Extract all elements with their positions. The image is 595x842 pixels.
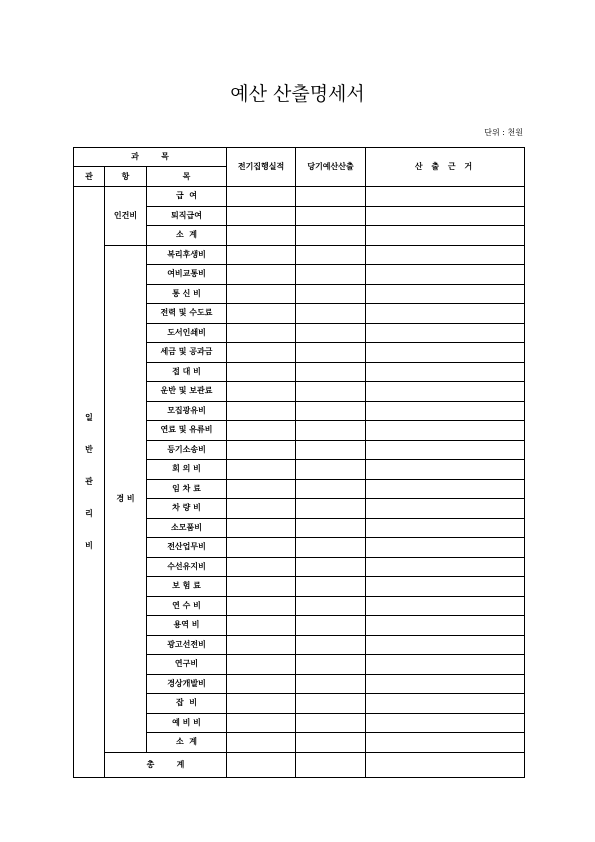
prev-actual-cell[interactable] [227, 343, 296, 363]
curr-budget-cell[interactable] [296, 596, 366, 616]
basis-cell[interactable] [366, 479, 525, 499]
curr-budget-cell[interactable] [296, 401, 366, 421]
mok-cell: 운반 및 보관료 [147, 382, 227, 402]
mok-cell: 통 신 비 [147, 284, 227, 304]
mok-cell: 회 의 비 [147, 460, 227, 480]
curr-budget-cell[interactable] [296, 284, 366, 304]
mok-cell: 도서인쇄비 [147, 323, 227, 343]
prev-actual-cell[interactable] [227, 226, 296, 246]
basis-cell[interactable] [366, 323, 525, 343]
prev-actual-cell[interactable] [227, 596, 296, 616]
basis-cell[interactable] [366, 733, 525, 753]
curr-budget-cell[interactable] [296, 226, 366, 246]
mok-cell: 잡 비 [147, 694, 227, 714]
mok-cell: 차 량 비 [147, 499, 227, 519]
prev-actual-cell[interactable] [227, 323, 296, 343]
hang-cell: 인건비 [105, 187, 147, 246]
mok-cell: 등기소송비 [147, 440, 227, 460]
curr-budget-cell[interactable] [296, 323, 366, 343]
curr-budget-cell[interactable] [296, 362, 366, 382]
basis-cell[interactable] [366, 557, 525, 577]
curr-budget-cell[interactable] [296, 440, 366, 460]
basis-cell[interactable] [366, 401, 525, 421]
prev-actual-cell[interactable] [227, 733, 296, 753]
prev-actual-cell[interactable] [227, 635, 296, 655]
basis-cell[interactable] [366, 187, 525, 207]
mok-cell: 퇴직급여 [147, 206, 227, 226]
total-row [74, 752, 525, 777]
prev-actual-cell[interactable] [227, 713, 296, 733]
table-row [74, 245, 525, 265]
gwan-char: 비 [85, 540, 93, 550]
prev-actual-cell[interactable] [227, 538, 296, 558]
prev-actual-cell[interactable] [227, 284, 296, 304]
mok-cell: 임 차 료 [147, 479, 227, 499]
prev-actual-cell[interactable] [227, 479, 296, 499]
curr-budget-cell[interactable] [296, 304, 366, 324]
mok-cell: 세금 및 공과금 [147, 343, 227, 363]
mok-cell: 수선유지비 [147, 557, 227, 577]
mok-cell: 예 비 비 [147, 713, 227, 733]
prev-actual-cell[interactable] [227, 440, 296, 460]
curr-budget-cell[interactable] [296, 557, 366, 577]
gwan-char: 반 [85, 444, 93, 454]
basis-cell[interactable] [366, 440, 525, 460]
curr-budget-cell[interactable] [296, 655, 366, 675]
mok-cell: 용역 비 [147, 616, 227, 636]
header-curr-budget: 당기예산산출 [296, 148, 366, 187]
prev-actual-cell[interactable] [227, 421, 296, 441]
mok-cell: 복리후생비 [147, 245, 227, 265]
curr-budget-cell[interactable] [296, 187, 366, 207]
prev-actual-cell[interactable] [227, 206, 296, 226]
basis-cell[interactable] [366, 460, 525, 480]
basis-cell[interactable] [366, 206, 525, 226]
basis-cell[interactable] [366, 245, 525, 265]
basis-cell[interactable] [366, 265, 525, 285]
unit-label: 단위 : 천원 [484, 128, 523, 137]
total-prev-actual-cell[interactable] [227, 752, 296, 777]
basis-cell[interactable] [366, 226, 525, 246]
prev-actual-cell[interactable] [227, 557, 296, 577]
prev-actual-cell[interactable] [227, 245, 296, 265]
gwan-cell [74, 187, 105, 778]
curr-budget-cell[interactable] [296, 616, 366, 636]
mok-cell: 보 험 료 [147, 577, 227, 597]
curr-budget-cell[interactable] [296, 479, 366, 499]
total-label: 총 계 [105, 752, 227, 777]
basis-cell[interactable] [366, 713, 525, 733]
mok-cell: 소 계 [147, 226, 227, 246]
mok-cell: 소모품비 [147, 518, 227, 538]
mok-cell: 모집광유비 [147, 401, 227, 421]
curr-budget-cell[interactable] [296, 577, 366, 597]
header-gwan: 관 [74, 167, 105, 187]
mok-cell: 급 여 [147, 187, 227, 207]
mok-cell: 경상개발비 [147, 674, 227, 694]
curr-budget-cell[interactable] [296, 674, 366, 694]
prev-actual-cell[interactable] [227, 577, 296, 597]
prev-actual-cell[interactable] [227, 265, 296, 285]
prev-actual-cell[interactable] [227, 187, 296, 207]
basis-cell[interactable] [366, 577, 525, 597]
header-gwamok: 과 목 [74, 148, 227, 167]
curr-budget-cell[interactable] [296, 635, 366, 655]
prev-actual-cell[interactable] [227, 616, 296, 636]
curr-budget-cell[interactable] [296, 694, 366, 714]
basis-cell[interactable] [366, 421, 525, 441]
mok-cell: 광고선전비 [147, 635, 227, 655]
basis-cell[interactable] [366, 694, 525, 714]
curr-budget-cell[interactable] [296, 713, 366, 733]
curr-budget-cell[interactable] [296, 245, 366, 265]
mok-cell: 접 대 비 [147, 362, 227, 382]
prev-actual-cell[interactable] [227, 674, 296, 694]
mok-cell: 전산업무비 [147, 538, 227, 558]
curr-budget-cell[interactable] [296, 382, 366, 402]
prev-actual-cell[interactable] [227, 304, 296, 324]
mok-cell: 연구비 [147, 655, 227, 675]
mok-cell: 여비교통비 [147, 265, 227, 285]
basis-cell[interactable] [366, 362, 525, 382]
basis-cell[interactable] [366, 655, 525, 675]
basis-cell[interactable] [366, 343, 525, 363]
hang-cell: 경 비 [105, 245, 147, 752]
gwan-char: 관 [85, 476, 93, 486]
budget-table [73, 147, 525, 778]
basis-cell[interactable] [366, 538, 525, 558]
total-basis-cell[interactable] [366, 752, 525, 777]
prev-actual-cell[interactable] [227, 655, 296, 675]
header-hang: 항 [105, 167, 147, 187]
basis-cell[interactable] [366, 382, 525, 402]
basis-cell[interactable] [366, 616, 525, 636]
curr-budget-cell[interactable] [296, 499, 366, 519]
curr-budget-cell[interactable] [296, 421, 366, 441]
curr-budget-cell[interactable] [296, 733, 366, 753]
curr-budget-cell[interactable] [296, 518, 366, 538]
curr-budget-cell[interactable] [296, 460, 366, 480]
basis-cell[interactable] [366, 674, 525, 694]
table-row [74, 187, 525, 207]
curr-budget-cell[interactable] [296, 265, 366, 285]
curr-budget-cell[interactable] [296, 343, 366, 363]
basis-cell[interactable] [366, 518, 525, 538]
prev-actual-cell[interactable] [227, 362, 296, 382]
prev-actual-cell[interactable] [227, 401, 296, 421]
basis-cell[interactable] [366, 635, 525, 655]
page-title: 예산 산출명세서 [230, 83, 365, 105]
prev-actual-cell[interactable] [227, 460, 296, 480]
basis-cell[interactable] [366, 284, 525, 304]
prev-actual-cell[interactable] [227, 382, 296, 402]
curr-budget-cell[interactable] [296, 206, 366, 226]
mok-cell: 연 수 비 [147, 596, 227, 616]
prev-actual-cell[interactable] [227, 499, 296, 519]
total-curr-budget-cell[interactable] [296, 752, 366, 777]
gwan-char: 일 [85, 412, 93, 422]
basis-cell[interactable] [366, 304, 525, 324]
mok-cell: 전력 및 수도료 [147, 304, 227, 324]
gwan-char: 리 [85, 508, 93, 518]
curr-budget-cell[interactable] [296, 538, 366, 558]
prev-actual-cell[interactable] [227, 518, 296, 538]
header-prev-actual: 전기집행실적 [227, 148, 296, 187]
basis-cell[interactable] [366, 596, 525, 616]
mok-cell: 연료 및 유류비 [147, 421, 227, 441]
basis-cell[interactable] [366, 499, 525, 519]
header-mok: 목 [147, 167, 227, 187]
mok-cell: 소 계 [147, 733, 227, 753]
prev-actual-cell[interactable] [227, 694, 296, 714]
header-basis: 산 출 근 거 [366, 148, 525, 187]
